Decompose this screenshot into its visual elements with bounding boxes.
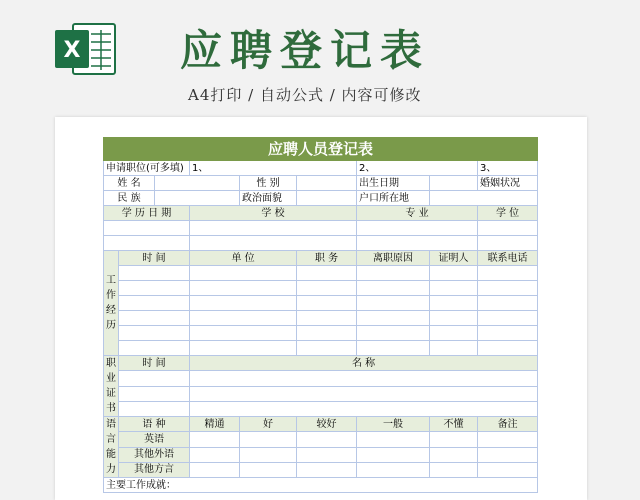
cert-name-header: 名 称: [190, 356, 538, 371]
gender-field[interactable]: [297, 176, 357, 191]
marital-label: 婚姻状况: [478, 176, 538, 191]
achievements-label: 主要工作成就：: [104, 478, 538, 493]
page-title: 应聘登记表: [180, 26, 431, 75]
cert-row: [104, 386, 538, 401]
lang-side-label: 语 言 能 力: [104, 417, 119, 478]
form-title: 应聘人员登记表: [104, 138, 538, 161]
work-job-header: 职 务: [297, 251, 357, 266]
birth-label: 出生日期: [357, 176, 430, 191]
edu-degree-header: 学 位: [478, 206, 538, 221]
political-label: 政治面貌: [240, 191, 297, 206]
registration-form-table: [103, 137, 538, 493]
lang-level-fair: 较好: [297, 417, 357, 432]
lang-level-average: 一般: [357, 417, 430, 432]
lang-level-fluent: 精通: [190, 417, 240, 432]
political-field[interactable]: [297, 191, 357, 206]
lang-level-good: 好: [240, 417, 297, 432]
work-witness-header: 证明人: [430, 251, 478, 266]
birth-field[interactable]: [430, 176, 478, 191]
hukou-label: 户口所在地: [357, 191, 430, 206]
work-row: [104, 281, 538, 296]
lang-level-remarks: 备注: [478, 417, 538, 432]
ethnic-field[interactable]: [155, 191, 240, 206]
lang-row-other-foreign: 其他外语: [119, 447, 190, 462]
gender-label: 性 别: [240, 176, 297, 191]
page-subtitle: A4打印 / 自动公式 / 内容可修改: [188, 86, 422, 104]
position-choice-2[interactable]: 2、: [357, 161, 478, 176]
work-row: [104, 266, 538, 281]
excel-logo-letter: X: [63, 38, 81, 63]
form-paper: [55, 117, 587, 500]
cert-row: [104, 401, 538, 416]
name-label: 姓 名: [104, 176, 155, 191]
edu-school-header: 学 校: [190, 206, 357, 221]
work-phone-header: 联系电话: [478, 251, 538, 266]
ethnic-label: 民 族: [104, 191, 155, 206]
hukou-field[interactable]: [430, 191, 538, 206]
work-row: [104, 296, 538, 311]
position-choice-3[interactable]: 3、: [478, 161, 538, 176]
lang-row-english: 英语: [119, 432, 190, 447]
cert-row: [104, 371, 538, 386]
work-reason-header: 离职原因: [357, 251, 430, 266]
position-choice-1[interactable]: 1、: [190, 161, 357, 176]
cert-time-header: 时 间: [119, 356, 190, 371]
work-row: [104, 311, 538, 326]
lang-row-other-dialect: 其他方言: [119, 462, 190, 477]
lang-level-none: 不懂: [430, 417, 478, 432]
cert-side-label: 职 业 证 书: [104, 356, 119, 417]
excel-logo-icon: [55, 22, 117, 76]
work-unit-header: 单 位: [190, 251, 297, 266]
edu-date-header: 学 历 日 期: [104, 206, 190, 221]
name-field[interactable]: [155, 176, 240, 191]
work-side-label: 工 作 经 历: [104, 251, 119, 356]
edu-row: [104, 221, 538, 236]
edu-major-header: 专 业: [357, 206, 478, 221]
work-time-header: 时 间: [119, 251, 190, 266]
edu-row: [104, 236, 538, 251]
work-row: [104, 326, 538, 341]
lang-type-header: 语 种: [119, 417, 190, 432]
work-row: [104, 341, 538, 356]
position-label: 申请职位(可多填): [104, 161, 190, 176]
